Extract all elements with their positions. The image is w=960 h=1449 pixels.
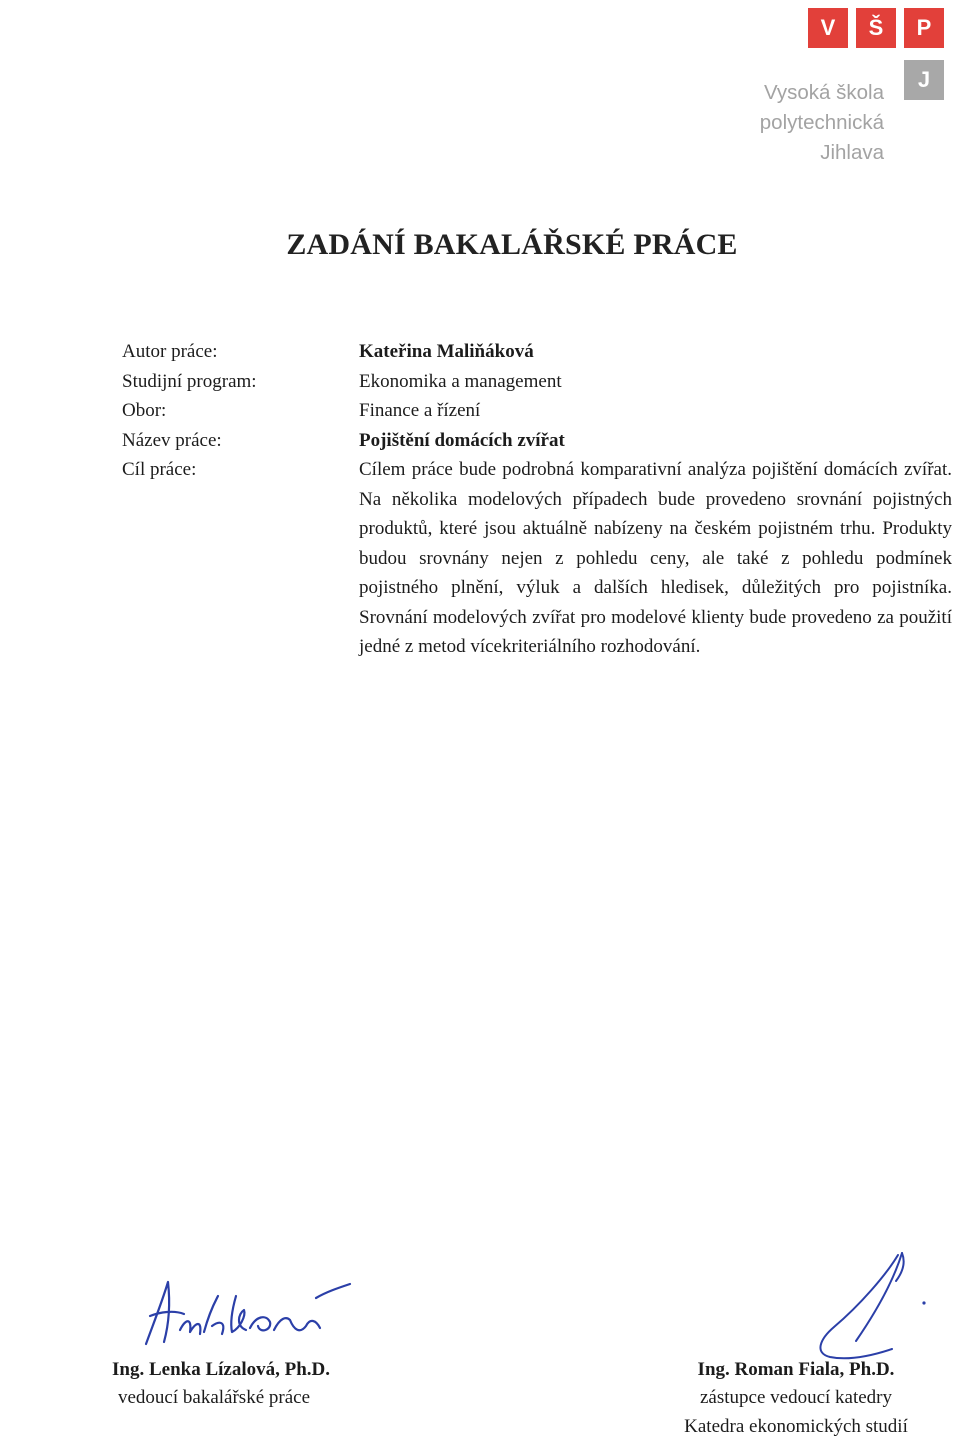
- field-value: Finance a řízení: [359, 400, 481, 421]
- thesis-info: [122, 337, 952, 662]
- goal-value: Cílem práce bude podrobná komparativní analýza pojištění domácích zvířat. Na několika modelových případech bude provedeno srovnání pojistných produktů, které jsou aktuálně nabízeny na českém pojistném trhu. Produkty budou srovnány nejen z pohledu ceny, ale také z pohledu podmínek pojistného plnění, výluk a dalších hledisek, důležitých pro pojistníka. Srovnání modelových zvířat pro modelové klienty bude provedeno za použití jedné z metod vícekriteriálního rozhodování.: [359, 459, 952, 657]
- school-name-line-3: Jihlava: [820, 141, 884, 164]
- thesis-title-value: Pojištění domácích zvířat: [359, 429, 565, 451]
- program-value: Ekonomika a management: [359, 370, 562, 392]
- goal-row: [122, 455, 952, 662]
- thesis-title-label: Název práce:: [122, 429, 222, 451]
- document-title: ZADÁNÍ BAKALÁŘSKÉ PRÁCE: [286, 228, 738, 261]
- field-row: [122, 396, 952, 426]
- goal-label: Cíl práce:: [122, 459, 197, 480]
- logo-letter-v: V: [808, 8, 848, 48]
- school-name-line-1: Vysoká škola: [763, 81, 884, 104]
- supervisor-name: Ing. Lenka Lízalová, Ph.D.: [112, 1359, 331, 1380]
- author-label: Autor práce:: [122, 341, 218, 362]
- deputy-head-name: Ing. Roman Fiala, Ph.D.: [697, 1359, 895, 1380]
- deputy-head-signature-block: [646, 1357, 946, 1441]
- department-name: Katedra ekonomických studií: [684, 1416, 908, 1437]
- thesis-title-row: [122, 426, 952, 456]
- school-logo: [730, 8, 950, 168]
- signature-fiala: [790, 1245, 940, 1375]
- program-label: Studijní program:: [122, 370, 257, 392]
- author-row: [122, 337, 952, 367]
- deputy-head-role: zástupce vedoucí katedry: [699, 1387, 893, 1408]
- school-name-line-2: polytechnická: [759, 111, 884, 134]
- signature-lizalova: [140, 1270, 370, 1350]
- supervisor-signature-block: [112, 1357, 372, 1412]
- author-value: Kateřina Maliňáková: [359, 341, 534, 362]
- logo-letter-j: J: [904, 60, 944, 100]
- school-name: [760, 78, 884, 168]
- logo-letter-s: Š: [856, 8, 896, 48]
- logo-letter-p: P: [904, 8, 944, 48]
- supervisor-role: vedoucí bakalářské práce: [118, 1387, 311, 1408]
- program-row: [122, 367, 952, 397]
- field-label: Obor:: [122, 400, 167, 421]
